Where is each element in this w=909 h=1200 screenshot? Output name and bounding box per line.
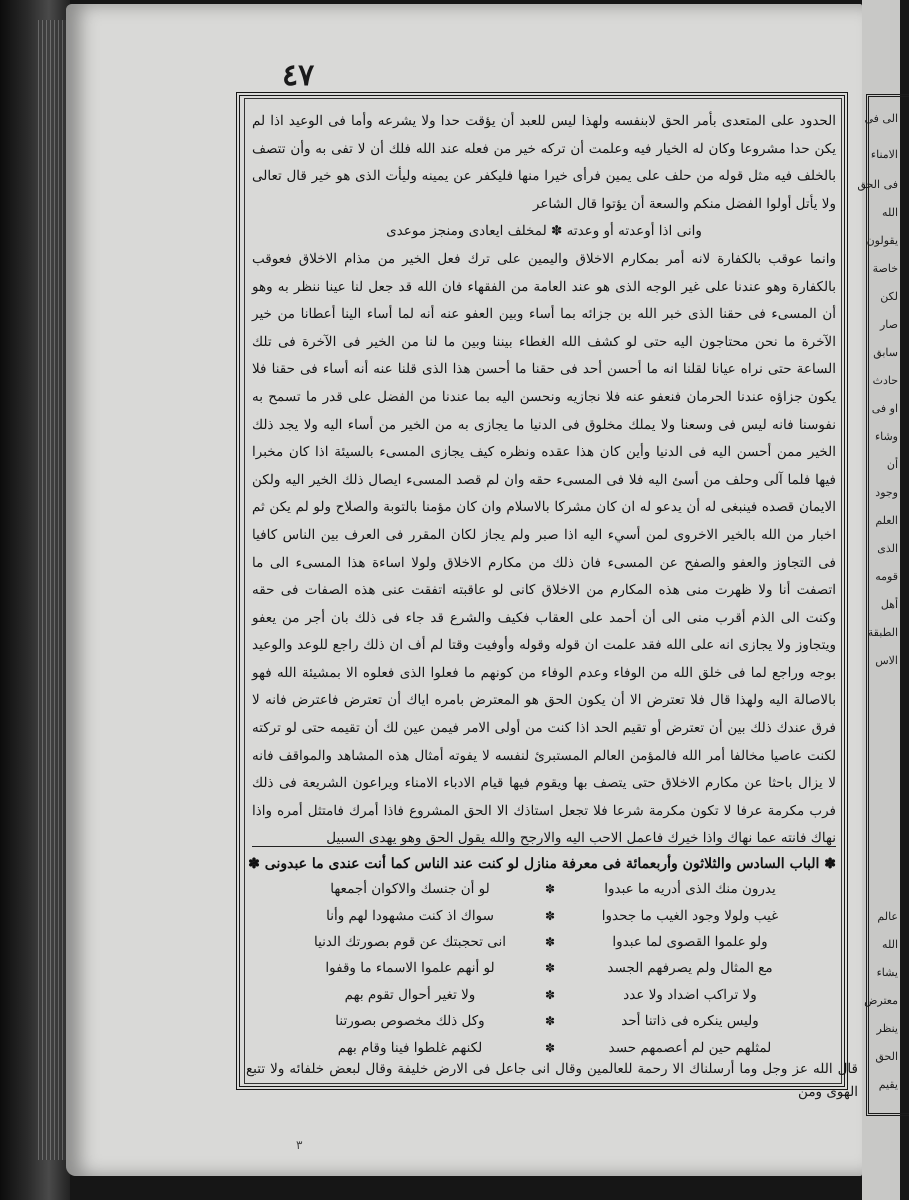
facing-page-fragment: وشاء [874,430,898,443]
poem-couplet [290,902,810,928]
facing-page-fragment: يقولون [866,234,898,247]
star-separator-icon: ✽ [544,1040,556,1055]
facing-page-fragment: او فى [871,402,898,415]
poem-couplet [290,1034,810,1060]
facing-page-fragment: الى فى [864,112,898,125]
facing-page-fragment: فى الحق [857,178,898,191]
poem-couplet [290,1008,810,1034]
facing-page-fragment: الله [882,206,898,219]
poem-couplet [290,876,810,902]
facing-page-fragment: الله [882,938,898,951]
facing-page-fragment: لكن [880,290,898,303]
facing-page-fragment: سابق [873,346,898,359]
hemistich-second: لمثلهم حين لم أعصمهم حسد [608,1039,772,1056]
hemistich-first: لو أنهم علموا الاسماء ما وقفوا [325,960,495,977]
hemistich-second: مع المثال ولم يصرفهم الجسد [607,960,773,977]
hemistich-first: وكل ذلك مخصوص بصورتنا [335,1013,485,1030]
paragraph: الحدود على المتعدى بأمر الحق لابنفسه ولهذا ليس للعبد أن يؤقت حدا ولا يشرعه وأما فى الوعيد اذا لم يكن حدا مشروعا وكان له الخيار فيه وعلمت أن تركه خير من فعله عند الله فلك أن لا تفى به وأن تتصف بالخلف فيه مثل قوله من حلف على يمين فرأى خيرا منها فليكفر عن يمينه وليأت الذى هو خير قال تعالى ولا يأتل أولوا الفضل منكم والسعة أن يؤتوا قال الشاعر [252,113,836,212]
facing-page-fragment: يقيم [878,1078,898,1091]
page-signature-mark: ٣ [296,1138,303,1152]
facing-page-fragment: معترض [864,994,898,1007]
hemistich-second: وليس ينكره فى ذاتنا أحد [621,1013,759,1030]
facing-page-fragment: يشاء [876,966,898,979]
star-separator-icon: ✽ [544,961,556,976]
hemistich-second: غيب ولولا وجود الغيب ما جحدوا [601,907,779,924]
poem-couplet [290,929,810,955]
poem-couplet [290,955,810,981]
facing-page-fragment: أهل [880,598,898,611]
facing-page-fragment: خاصة [872,262,898,275]
facing-page-fragment: الذى [877,542,898,555]
facing-page-fragment: الاس [875,654,898,667]
paragraph: وانما عوقب بالكفارة لانه أمر بمكارم الاخلاق واليمين على ترك فعل الخير من مذام الاخلاق فعوقب بالكفارة وهو عندنا على غير الوجه الذى هو عند العامة من الفقهاء فان الله قد جعل لنا عينا ننظر به وهو أن المسىء فى حقنا الذى خبر الله بن جزائه بما أساء وبين العفو عنه أنه لما أساء الينا أعطانا من خير الآخرة ما نحن محتاجون اليه حتى لو كشف الله الغطاء بيننا وبين ما لنا من الخير فى الآخرة فى تلك الساعة حتى نراه عيانا لقلنا انه ما أحسن أحد فى حقنا ما أحسن هذا الذى قلنا عنه أنه أساء فى حقنا فلا يكون جزاؤه عندنا الحرمان فنعفو عنه فلا نجازيه ونحسن اليه بما عندنا من الفضل على قدر ما تسمح به نفوسنا فانه ليس فى وسعنا ولا يملك مخلوق فى الدنيا ما يجازى به من الخير من أساء اليه ولا يجد ذلك الخير ممن أحسن اليه فى الدنيا وأين كان هذا عقده ونظره كيف يجازى المسىء بالسيئة اذا كان مخبرا فيها فلما آلى وحلف من أسئ اليه فلا فى المسىء حقه وان لم قصد المسىء ايصال ذلك الخير اليه ولكن الايمان قصده فينبغى له أن يدعو له ان كان مشركا بالاسلام وان كان مؤمنا بالتوبة والصلاح ولو لم يكن ثم اخبار من الله بالخير الاخروى لمن أسيء اليه اذا صبر ولم يجاز لكان المقرر فى العرف بين الناس كافيا فى التجاوز والعفو والصفح عن المسىء فان ذلك من مكارم الاخلاق ولولا اساءة هذا المسىء الى ما اتصفت أنا ولا ظهرت منى هذه المكارم من الاخلاق كانى لو عاقبته اتفقت عنى هذه الصفات فى حقه وكنت الى الذم أقرب منى الى أن أحمد على العقاب فكيف والشرع قد جاء فى ذلك بان أجر من يعفو ويتجاوز ولا يجازى انه على الله فقد علمت ان قوله وقوله وأوفيت وقتا لم أف ان ذلك راجع للوعد والوعيد بوجه وراجع لما فى خلق الله من الوفاء وعدم الوفاء من كونهم ما فعلوا الذى فعلوه الا بمشيئة الله فهو بالاصالة اليه ولهذا قال فلا تعترض الا أن يكون الحق هو المعترض بامره اياك أن تعترض فاعترض فانه لا فرق عندك ذلك بين أن تعترض أو تقيم الحد اذا كنت من أولى الامر فيمن عين لك أن تقيمه حتى لو تركته لكنت عاصيا مخالفا أمر الله فالمؤمن العالم المستبرئ لنفسه لا يفوته أمثال هذه المشاهد والمواقف فانه لا يزال باحثا عن مكارم الاخلاق حتى يتصف بها ويقوم فيها قيام الادباء الامناء ويراعون الشريعة فى ذلك فرب مكرمة عرفا لا تكون مكرمة شرعا فلا تجعل استاذك الا الحق المشروع فاذا أمرك فامتثل أمره واذا نهاك فانته عما نهاك واذا خيرك فاعمل الاحب اليه والارجح والله يقول الحق وهو يهدى السبيل [252,250,836,847]
star-separator-icon: ✽ [544,908,556,923]
star-separator-icon: ✽ [544,882,556,897]
star-separator-icon: ✽ [544,1014,556,1029]
page-edges [38,20,68,1160]
facing-page-fragment: أن [886,458,898,471]
facing-page-fragment: حادث [872,374,898,387]
main-text [252,108,836,853]
facing-page-fragment: الحق [875,1050,898,1063]
star-separator-icon: ✽ [544,987,556,1002]
facing-page-fragment: الطبقة [867,626,898,639]
hemistich-first: انى تحجبتك عن قوم بصورتك الدنيا [313,933,507,950]
hemistich-first: لو أن جنسك والاكوان أجمعها [330,881,490,898]
hemistich-second: يدرون منك الذى أدريه ما عبدوا [604,881,776,898]
poem [290,876,810,1061]
quoted-verse: وانى اذا أوعدته أو وعدته ✽ لمخلف ايعادى ومنجز موعدى [386,223,702,240]
facing-page-edge [857,0,900,1200]
poem-couplet [290,982,810,1008]
facing-page-fragment: عالم [877,910,898,923]
hemistich-first: ولا تغير أحوال تقوم بهم [344,986,476,1003]
hemistich-first: سواك اذ كنت مشهودا لهم وأنا [326,907,494,924]
hemistich-second: ولا تراكب اضداد ولا عدد [623,986,757,1003]
hemistich-first: لكنهم غلطوا فينا وقام بهم [337,1039,483,1056]
facing-page-fragment: صار [879,318,898,331]
star-separator-icon: ✽ [544,934,556,949]
closing-line: قال الله عز وجل وما أرسلناك الا رحمة للعالمين وقال انى جاعل فى الارض خليفة وقال لبعض خلفائه ولا تتبع الهوى ومن [246,1061,858,1100]
facing-page-fragment: العلم [875,514,898,527]
facing-page-fragment: ينظر [876,1022,898,1035]
facing-page-fragment: وجود [875,486,898,499]
facing-page-fragment: قومه [875,570,898,583]
facing-page-fragment: الامناء [870,148,898,161]
chapter-heading: ✽ الباب السادس والثلاثون وأربعمائة فى معرفة منازل لو كنت عند الناس كما أنت عندى ما عبدونى ✽ [252,846,836,877]
page-number: ٤٧ [282,58,315,93]
hemistich-second: ولو علموا القصوى لما عبدوا [612,933,768,950]
